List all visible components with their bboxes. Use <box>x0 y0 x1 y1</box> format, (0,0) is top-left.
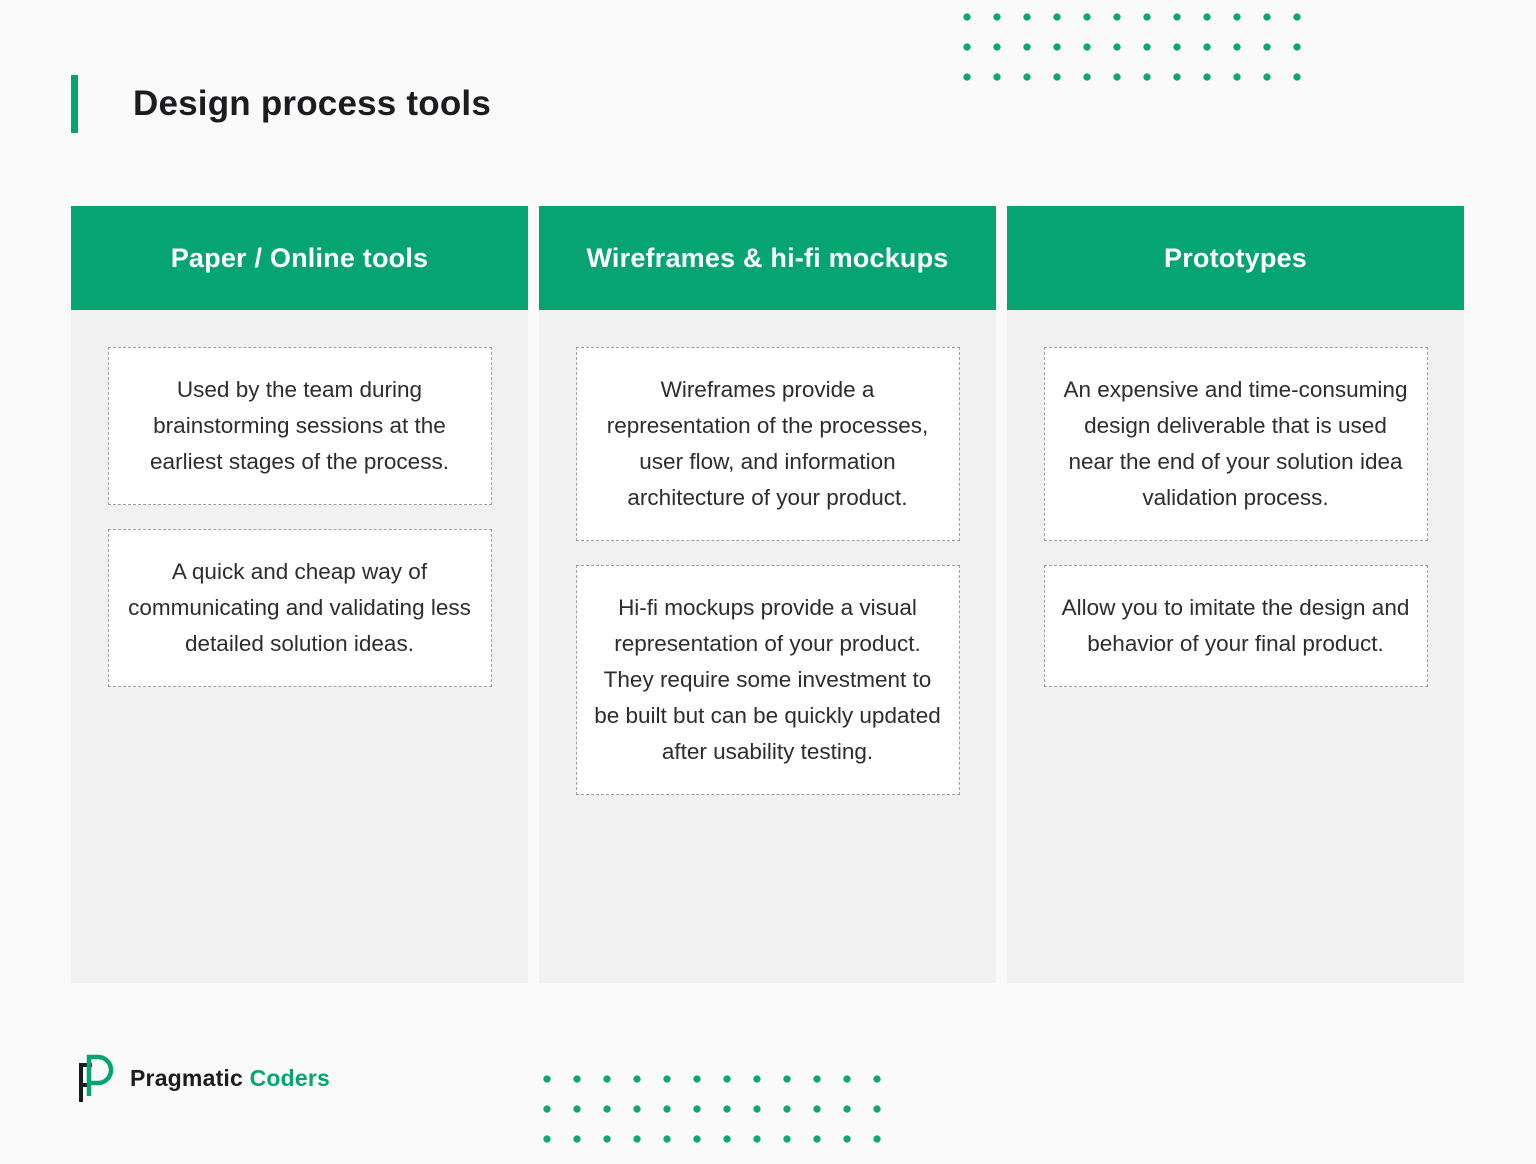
title-accent-bar <box>71 75 78 133</box>
card-prototypes-2 <box>1044 565 1428 687</box>
card-prototypes-1 <box>1044 347 1428 541</box>
pragmatic-coders-logo <box>70 1052 330 1104</box>
column-paper-online-tools <box>71 206 528 983</box>
column-body-prototypes <box>1007 310 1464 983</box>
column-title: Prototypes <box>1163 242 1308 273</box>
card-wireframes <box>576 347 960 541</box>
column-header-prototypes <box>1007 206 1464 310</box>
card-paper-tools-2 <box>108 529 492 687</box>
card-paper-tools-1 <box>108 347 492 505</box>
column-wireframes-mockups <box>539 206 996 983</box>
column-title: Paper / Online tools <box>170 242 429 273</box>
card-text: Allow you to imitate the design and behavior of your final product. <box>1061 595 1410 656</box>
card-text: An expensive and time-consuming design deliverable that is used near the end of your solution idea validation process. <box>1063 377 1408 510</box>
card-text: Used by the team during brainstorming sessions at the earliest stages of the process. <box>150 377 449 474</box>
column-header-paper-online-tools <box>71 206 528 310</box>
column-prototypes <box>1007 206 1464 983</box>
column-body-wireframes-mockups <box>539 310 996 983</box>
column-body-paper-online-tools <box>71 310 528 983</box>
card-text: Hi-fi mockups provide a visual representation of your product. They require some investment to be built but can be quickly updated after usability testing. <box>594 595 941 764</box>
column-header-wireframes-mockups <box>539 206 996 310</box>
card-hifi-mockups <box>576 565 960 795</box>
dot-pattern-top-right <box>952 2 1312 92</box>
column-title: Wireframes & hi-fi mockups <box>586 242 949 273</box>
pragmatic-coders-logo-icon <box>70 1052 116 1104</box>
logo-text-primary: Pragmatic <box>130 1064 244 1091</box>
pragmatic-coders-logo-text <box>130 1065 330 1092</box>
card-text: A quick and cheap way of communicating and validating less detailed solution ideas. <box>128 559 471 656</box>
columns-container <box>71 206 1464 983</box>
page-title: Design process tools <box>133 84 491 123</box>
title-row <box>71 75 491 133</box>
dot-pattern-bottom <box>532 1064 892 1154</box>
logo-text-accent: Coders <box>249 1064 331 1091</box>
card-text: Wireframes provide a representation of the processes, user flow, and information architecture of your product. <box>606 377 929 510</box>
